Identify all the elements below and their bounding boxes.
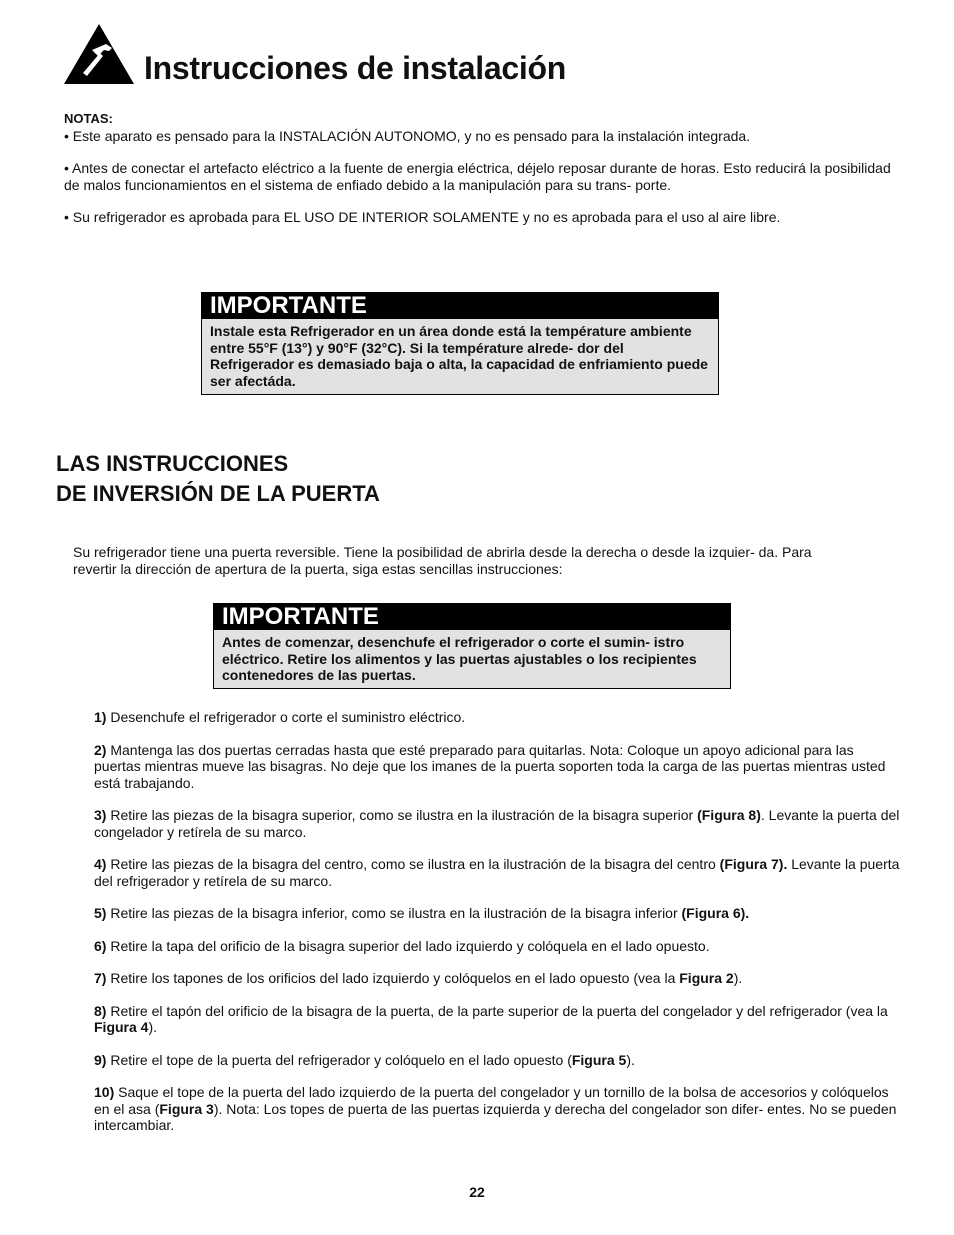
hammer-warning-icon xyxy=(62,22,136,86)
step-item: 10) Saque el tope de la puerta del lado izquierdo de la puerta del congelador y un tornillo de la bolsa de accesorios y colóquelos en el asa (Figura 3). Nota: Los topes de puerta de las puertas izquierda y derecha del congelador son difer- entes. No se pueden intercambiar. xyxy=(94,1084,897,1133)
important-heading: IMPORTANTE xyxy=(202,293,718,319)
important-heading: IMPORTANTE xyxy=(214,604,730,630)
intro-paragraph: Su refrigerador tiene una puerta reversible. Tiene la posibilidad de abrirla desde la derecha o desde la izquier- da. Para revertir la dirección de apertura de la puerta, siga estas sencillas instrucciones: xyxy=(73,544,812,577)
notes-section xyxy=(64,111,894,242)
important-box-temperature xyxy=(201,292,719,395)
notes-label: NOTAS: xyxy=(64,111,113,126)
step-item: 2) Mantenga las dos puertas cerradas hasta que esté preparado para quitarlas. Nota: Coloque un apoyo adicional para las puertas mientras mueve las bisagras. No deje que los imanes de la puerta soporten toda la carga de las puertas mientras usted está trabajando. xyxy=(94,741,886,791)
important-box-unplug xyxy=(213,603,731,689)
step-item: 9) Retire el tope de la puerta del refrigerador y colóquelo en el lado opuesto (Figura 5). xyxy=(94,1051,635,1068)
step-item: 8) Retire el tapón del orificio de la bisagra de la puerta, de la parte superior de la puerta del congelador y del refrigerador (vea la Figura 4). xyxy=(94,1002,888,1035)
step-item: 6) Retire la tapa del orificio de la bisagra superior del lado izquierdo y colóquela en el lado opuesto. xyxy=(94,937,710,954)
step-item: 4) Retire las piezas de la bisagra del centro, como se ilustra en la ilustración de la bisagra del centro (Figura 7). Levante la puerta del refrigerador y retírela de su marco. xyxy=(94,856,900,889)
steps-list xyxy=(94,709,900,1150)
note-item: • Su refrigerador es aprobada para EL USO DE INTERIOR SOLAMENTE y no es aprobada para el uso al aire libre. xyxy=(64,209,781,225)
note-item: • Este aparato es pensado para la INSTALACIÓN AUTONOMO, y no es pensado para la instalación integrada. xyxy=(64,127,751,144)
note-item: • Antes de conectar el artefacto eléctrico a la fuente de energia eléctrica, déjelo reposar durante de horas. Esto reducirá la posibilidad de malos funcionamientos en el sistema de enfiado debido a la manipulación para su trans- porte. xyxy=(64,160,891,193)
page-number: 22 xyxy=(469,1184,485,1200)
important-text: Antes de comenzar, desenchufe el refrigerador o corte el sumin- istro eléctrico. Retire los alimentos y las puertas ajustables o los recipientes contenedores de las puertas. xyxy=(222,634,697,683)
step-item: 5) Retire las piezas de la bisagra inferior, como se ilustra en la ilustración de la bisagra inferior (Figura 6). xyxy=(94,905,750,921)
page-title: Instrucciones de instalación xyxy=(144,50,566,86)
important-text: Instale esta Refrigerador en un área donde está la température ambiente entre 55°F (13°) y 90°F (32°C). Si la température alrede- dor del Refrigerador es demasiado baja o alta, la capacidad de enfriamiento puede ser afectáda. xyxy=(210,323,708,389)
step-item: 1) Desenchufe el refrigerador o corte el suministro eléctrico. xyxy=(94,709,466,725)
step-item: 7) Retire los tapones de los orificios del lado izquierdo y colóquelos en el lado opuesto (vea la Figura 2). xyxy=(94,970,743,986)
section-heading-line1: LAS INSTRUCCIONES xyxy=(56,451,289,476)
section-heading xyxy=(56,449,380,509)
step-item: 3) Retire las piezas de la bisagra superior, como se ilustra en la ilustración de la bisagra superior (Figura 8). Levante la puerta del congelador y retírela de su marco. xyxy=(94,807,900,840)
section-heading-line2: DE INVERSIÓN DE LA PUERTA xyxy=(56,481,380,506)
